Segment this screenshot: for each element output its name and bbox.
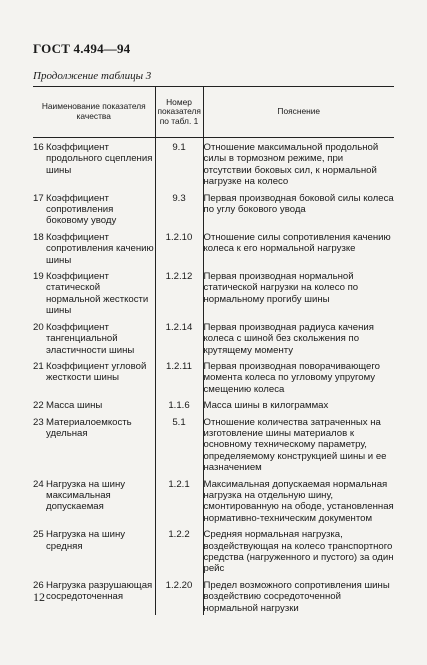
indicator-explanation: Предел возможного сопротивления шины воздействию сосредоточенной нормальной нагрузки	[203, 579, 390, 614]
indicator-name: Коэффициент сопротивления качению шины	[46, 231, 154, 266]
table-row	[33, 357, 394, 396]
row-number: 17	[33, 192, 44, 204]
table-row	[33, 396, 394, 412]
indicator-name: Коэффициент статической нормальной жесткости шины	[46, 271, 149, 317]
table-row	[33, 413, 394, 475]
indicator-name: Материалоемкость удельная	[46, 416, 132, 439]
table-row	[33, 267, 394, 318]
table-row	[33, 576, 394, 615]
indicator-explanation: Средняя нормальная нагрузка, воздействующая на колесо транспортного средства (нагруженного и пустого) за один рейс	[203, 529, 394, 575]
indicator-explanation: Отношение силы сопротивления качению колеса к его нормальной нагрузке	[203, 231, 391, 255]
indicator-ref: 5.1	[172, 416, 186, 428]
indicator-name: Масса шины	[46, 400, 103, 412]
indicator-explanation: Отношение количества затраченных на изготовление шины материалов к основному техническому параметру, определяемому конструкцией шины и ее назначением	[203, 416, 387, 474]
indicator-explanation: Первая производная нормальной статической нагрузки на колесо по нормальному прогибу шины	[203, 271, 359, 305]
indicator-name: Нагрузка разрушающая сосредоточенная	[46, 579, 153, 603]
indicator-explanation: Первая производная радиуса качения колеса с шиной без скольжения по крутящему моменту	[203, 321, 374, 356]
column-header-ref: Номер показателя по табл. 1	[155, 87, 203, 138]
row-number: 18	[33, 231, 44, 243]
indicator-name: Коэффициент продольного сцепления шины	[46, 142, 153, 176]
table-row	[33, 189, 394, 228]
indicator-ref: 9.3	[172, 192, 186, 204]
indicator-explanation: Первая производная поворачивающего момента колеса по угловому упругому смещению колеса	[203, 360, 381, 395]
indicator-explanation: Первая производная боковой силы колеса по углу бокового увода	[203, 192, 394, 216]
table-row	[33, 228, 394, 267]
table-body	[33, 138, 394, 616]
table-row	[33, 138, 394, 189]
row-number: 25	[33, 529, 44, 541]
indicator-name: Коэффициент тангенциальной эластичности шины	[46, 321, 135, 356]
table-row	[33, 525, 394, 576]
row-number: 19	[33, 271, 44, 283]
indicator-name: Коэффициент угловой жесткости шины	[46, 360, 147, 384]
indicator-explanation: Масса шины в килограммах	[203, 400, 329, 412]
indicator-ref: 1.2.10	[165, 231, 193, 243]
indicator-name: Коэффициент сопротивления боковому уводу	[46, 192, 117, 227]
indicator-ref: 1.1.6	[168, 400, 190, 412]
indicator-ref: 9.1	[172, 142, 186, 153]
indicator-explanation: Максимальная допускаемая нормальная нагрузка на отдельную шину, смонтированную на ободе, установленная нормативно-техническим документом	[203, 478, 394, 524]
row-number: 26	[33, 579, 44, 591]
indicator-ref: 1.2.14	[165, 321, 193, 333]
document-header: ГОСТ 4.494—94	[33, 41, 131, 56]
indicator-ref: 1.2.12	[165, 271, 193, 283]
column-header-name: Наименование показателя качества	[33, 87, 155, 138]
row-number: 20	[33, 321, 44, 333]
table-header-row	[33, 87, 394, 138]
row-number: 23	[33, 416, 44, 428]
row-number: 24	[33, 478, 44, 490]
indicator-ref: 1.2.20	[165, 579, 193, 591]
column-header-explanation: Пояснение	[203, 87, 394, 138]
indicator-name: Нагрузка на шину максимальная допускаемая	[46, 478, 126, 513]
row-number: 22	[33, 400, 44, 412]
row-number: 16	[33, 142, 44, 153]
indicator-name: Нагрузка на шину средняя	[46, 529, 126, 552]
table-caption: Продолжение таблицы 3	[33, 70, 152, 82]
indicator-ref: 1.2.2	[168, 529, 190, 541]
indicator-ref: 1.2.11	[166, 360, 192, 372]
row-number: 21	[33, 360, 44, 372]
table-row	[33, 475, 394, 526]
quality-indicators-table	[33, 86, 394, 615]
indicator-ref: 1.2.1	[168, 478, 190, 490]
indicator-explanation: Отношение максимальной продольной силы в тормозном режиме, при отсутствии боковых сил, к нормальной нагрузке на колесо	[203, 142, 379, 188]
page-number: 12	[33, 590, 45, 604]
table-row	[33, 318, 394, 357]
